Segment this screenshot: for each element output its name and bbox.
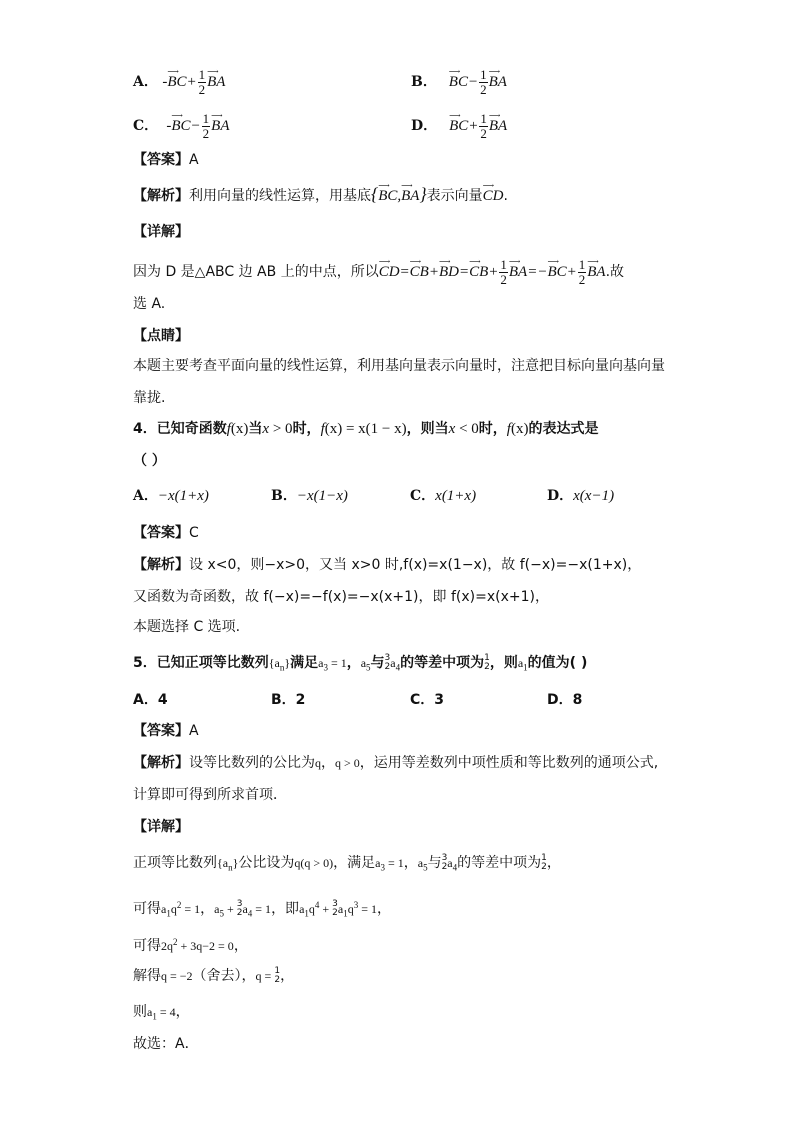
- q3-option-b: B． BC ⟶ − $\frac{1}{2}$ BA ⟶: [411, 66, 507, 97]
- q5-option-d: D．8: [547, 692, 583, 708]
- q3-option-c: C． -BC ⟶ − $\frac{1}{2}$ BA ⟶: [133, 110, 230, 141]
- q5-answer: 【答案】A: [133, 723, 199, 739]
- q3-answer: 【答案】A: [133, 152, 199, 168]
- q3-detail-line1: 因为 D 是△ABC 边 AB 上的中点，所以CD ⟶ =CB ⟶ +BD ⟶ =CB ⟶ + $\frac{1}{2}$ BA ⟶ =−BC ⟶ + $\frac{1}{2}$ BA ⟶ .故: [133, 256, 625, 287]
- q5-option-b: B．2: [271, 692, 306, 708]
- q5-stem: 5．已知正项等比数列$\{a_n\}$满足$a_3 = 1$，$a_5$与 3 2 $a_4$的等差中项为 1 2 ，则$a_1$的值为( ): [133, 653, 588, 673]
- q5-detail-tag: 【详解】: [133, 819, 189, 835]
- q5-detail-line2: 可得$a_1q^2 = 1$，$a_5$ + 3 2 $a_4 = 1$，即$a_1q^4$ + 3 2 $a_1q^3 = 1$，: [133, 899, 392, 919]
- q3-note-line1: 本题主要考查平面向量的线性运算，利用基向量表示向量时，注意把目标向量向基向量: [133, 358, 665, 374]
- q4-option-d: D．x(x−1): [547, 488, 615, 504]
- q4-option-a: A．−x(1+x): [133, 488, 209, 504]
- q3-analysis: 【解析】利用向量的线性运算，用基底{BC ⟶ ,BA ⟶ }表示向量CD ⟶ .: [133, 181, 508, 204]
- q4-paren: （ ）: [133, 453, 166, 469]
- q5-option-a: A．4: [133, 692, 168, 708]
- q3-note-line2: 靠拢.: [133, 390, 166, 406]
- q5-option-c: C．3: [410, 692, 445, 708]
- q5-detail-line4: 解得q = −2（舍去），q = 1 2 ，: [133, 966, 295, 985]
- q4-option-b: B．−x(1−x): [271, 488, 348, 504]
- q4-analysis-line2: 又函数为奇函数，故 f(−x)=−f(x)=−x(x+1)，即 f(x)=x(x+1)，: [133, 589, 549, 605]
- q4-analysis-line1: 【解析】设 x<0，则−x>0，又当 x>0 时,f(x)=x(1−x)，故 f(−x)=−x(1+x)，: [133, 557, 642, 573]
- q5-analysis-line1: 【解析】设等比数列的公比为q，q > 0，运用等差数列中项性质和等比数列的通项公式,: [133, 755, 659, 771]
- q3-option-d-expr: BC ⟶ + $\frac{1}{2}$ BA ⟶: [449, 110, 508, 141]
- q5-detail-line3: 可得$2q^2 + 3q-2 = 0$，: [133, 937, 248, 954]
- q5-analysis-line2: 计算即可得到所求首项．: [133, 787, 287, 803]
- q5-detail-line6: 故选：A．: [133, 1036, 199, 1052]
- q5-detail-line1: 正项等比数列$\{a_n\}$公比设为q(q > 0)，满足$a_3 = 1$，$a_5$与 3 2 $a_4$的等差中项为 1 2 ，: [133, 853, 561, 873]
- q3-option-a: A． -BC ⟶ + $\frac{1}{2}$ BA ⟶: [133, 66, 226, 97]
- q3-detail-expr: CD ⟶ =CB ⟶ +BD ⟶ =CB ⟶ + $\frac{1}{2}$ BA ⟶ =−BC ⟶ + $\frac{1}{2}$ BA ⟶: [378, 256, 606, 287]
- basis-expr: {: [371, 184, 379, 204]
- q5-detail-line5: 则$a_1 = 4$，: [133, 1004, 190, 1022]
- q4-option-c: C．x(1+x): [410, 488, 477, 504]
- q3-note-tag: 【点睛】: [133, 328, 189, 344]
- q3-option-c-expr: -BC ⟶ − $\frac{1}{2}$ BA ⟶: [162, 110, 230, 141]
- q3-detail-tag: 【详解】: [133, 224, 189, 240]
- q3-option-d: D． BC ⟶ + $\frac{1}{2}$ BA ⟶: [411, 110, 508, 141]
- q4-answer: 【答案】C: [133, 525, 199, 541]
- q3-option-a-expr: -BC ⟶ + $\frac{1}{2}$ BA ⟶: [162, 66, 226, 97]
- q3-detail-line2: 选 A.: [133, 296, 166, 312]
- q4-analysis-line3: 本题选择 C 选项.: [133, 619, 241, 635]
- q3-option-b-expr: BC ⟶ − $\frac{1}{2}$ BA ⟶: [448, 66, 507, 97]
- q4-stem: 4．已知奇函数f(x)当x > 0时，f(x) = x(1 − x)，则当x < 0时，f(x)的表达式是: [133, 421, 599, 437]
